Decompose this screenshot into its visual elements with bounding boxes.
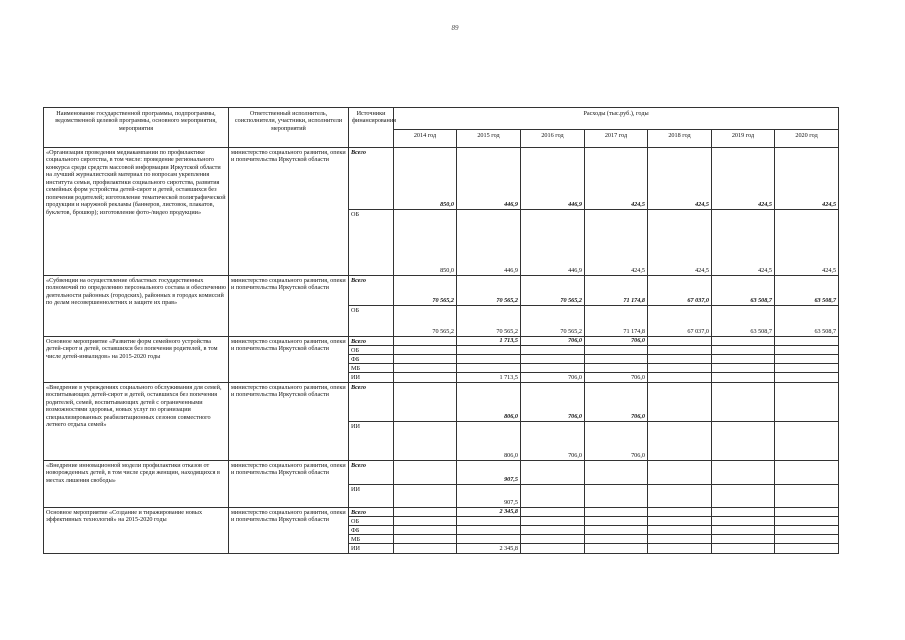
- value: [585, 544, 647, 553]
- source-label: Всего: [349, 337, 393, 346]
- value: [648, 422, 711, 460]
- value: [712, 508, 774, 517]
- value: 446,9: [457, 148, 520, 210]
- value-cell: [585, 337, 648, 383]
- value: [585, 508, 647, 517]
- value-cell: [775, 148, 839, 276]
- value: [394, 544, 456, 553]
- value: 850,0: [394, 148, 456, 210]
- source-label: ФБ: [349, 355, 393, 364]
- value-cell: [521, 508, 585, 554]
- value: 446,9: [521, 148, 584, 210]
- sources-cell: [349, 508, 394, 554]
- value: [712, 461, 774, 485]
- value: [775, 526, 838, 535]
- value-cell: [712, 148, 775, 276]
- value-cell: [775, 461, 839, 508]
- header-year: 2020 год: [775, 130, 839, 148]
- value: [457, 535, 520, 544]
- value: 2 345,8: [499, 544, 518, 552]
- sources-cell: [349, 461, 394, 508]
- value: 424,5: [822, 266, 837, 274]
- value: 70 565,2: [521, 276, 584, 306]
- value: 424,5: [775, 148, 838, 210]
- sources-cell: [349, 276, 394, 337]
- value: [521, 485, 584, 507]
- value: [648, 346, 711, 355]
- value: [521, 364, 584, 373]
- source-label: ОБ: [351, 307, 360, 314]
- value: 446,9: [568, 266, 582, 274]
- value: 1 713,5: [499, 373, 518, 381]
- value: [775, 364, 838, 373]
- value: [712, 422, 774, 460]
- value: 71 174,8: [585, 276, 647, 306]
- value-cell: [648, 383, 712, 461]
- source-label: ИИ: [351, 374, 360, 381]
- value: 424,5: [695, 266, 709, 274]
- value-cell: [457, 461, 521, 508]
- value: [394, 355, 456, 364]
- value-cell: [648, 461, 712, 508]
- value: [521, 544, 584, 553]
- value-cell: [712, 461, 775, 508]
- source-label: ИИ: [351, 423, 360, 430]
- value-cell: [394, 383, 457, 461]
- value: 71 174,8: [623, 327, 645, 335]
- row-name: «Организация проведения медиакампании по профилактике социального сиротства, в том числе: проведение регионального конкурса среди средств массовой информации Иркутской области на лучший журналистский материал по вопросам укрепления института семьи, профилактики социального сиротства, развития семейных форм устройства детей-сирот и детей, оставшихся без попечения родителей; изготовление тематической полиграфической продукции и наружной рекламы (баннеров, листовок, плакатов, буклетов, брошюр); изготовление фото-/видео продукции»: [46, 149, 226, 216]
- row-executor: министерство социального развития, опеки и попечительства Иркутской области: [231, 277, 346, 292]
- value-cell: [394, 337, 457, 383]
- value-cell: [775, 276, 839, 337]
- sources-cell: [349, 383, 394, 461]
- value: [712, 373, 774, 382]
- source-label: ОБ: [349, 517, 393, 526]
- value-cell: [648, 337, 712, 383]
- value: [712, 535, 774, 544]
- value: [585, 355, 647, 364]
- value: 706,0: [585, 337, 647, 346]
- value: [521, 517, 584, 526]
- value-cell: [775, 383, 839, 461]
- header-year: 2014 год: [394, 130, 457, 148]
- value: [775, 544, 838, 553]
- value: 424,5: [758, 266, 772, 274]
- header-year: 2018 год: [648, 130, 712, 148]
- value: [775, 508, 838, 517]
- value-cell: [712, 337, 775, 383]
- value-cell: [648, 276, 712, 337]
- row-executor-cell: [229, 276, 349, 337]
- value-cell: [775, 508, 839, 554]
- value-cell: [585, 461, 648, 508]
- value: [775, 355, 838, 364]
- budget-table: [43, 107, 839, 554]
- value: [394, 526, 456, 535]
- value-cell: [648, 148, 712, 276]
- value: [457, 526, 520, 535]
- header-year: 2017 год: [585, 130, 648, 148]
- value: [775, 383, 838, 422]
- row-name: «Внедрение в учреждениях социального обслуживания для семей, воспитывающих детей-сирот и детей, оставшихся без попечения родителей, семей, воспитывающих детей с ограниченными возможностями здоровья, новых услуг по организации специализированных реабилитационных сезонов совместного летнего отдыха семей»: [46, 384, 222, 429]
- value: 63 508,7: [750, 327, 772, 335]
- value-cell: [648, 508, 712, 554]
- value: [712, 337, 774, 346]
- value: [648, 544, 711, 553]
- value: [775, 337, 838, 346]
- sources-cell: [349, 337, 394, 383]
- value: [648, 535, 711, 544]
- value: 70 565,2: [394, 276, 456, 306]
- value-cell: [457, 148, 521, 276]
- sources-cell: [349, 148, 394, 276]
- value: [775, 422, 838, 460]
- value-cell: [521, 461, 585, 508]
- row-executor: министерство социального развития, опеки и попечительства Иркутской области: [231, 509, 346, 524]
- row-name-cell: [44, 461, 229, 508]
- value: 907,5: [504, 498, 518, 506]
- value-cell: [394, 461, 457, 508]
- row-executor-cell: [229, 461, 349, 508]
- row-executor: министерство социального развития, опеки и попечительства Иркутской области: [231, 384, 346, 399]
- value: [648, 508, 711, 517]
- value-cell: [585, 276, 648, 337]
- header-year: 2019 год: [712, 130, 775, 148]
- value: [394, 461, 456, 485]
- table-row: [44, 337, 839, 383]
- row-name: «Субвенции на осуществление областных государственных полномочий по определению персонального состава и обеспечению деятельности районных (городских), районных в городах комиссий по делам несовершеннолетних и защите их прав»: [46, 277, 226, 307]
- value: 424,5: [631, 266, 645, 274]
- value: [521, 508, 584, 517]
- value: 706,0: [568, 373, 582, 381]
- value-cell: [585, 383, 648, 461]
- row-name: Основное мероприятие «Создание и тиражирование новых эффективных технологий» на 2015-2020 годы: [46, 509, 203, 524]
- value: 424,5: [648, 148, 711, 210]
- value: [394, 535, 456, 544]
- value: [394, 373, 456, 382]
- value: [648, 461, 711, 485]
- value: [712, 544, 774, 553]
- value: 706,0: [585, 383, 647, 422]
- value: 70 565,2: [432, 327, 454, 335]
- value: 424,5: [585, 148, 647, 210]
- value: [712, 526, 774, 535]
- value: 706,0: [631, 373, 645, 381]
- value: [775, 373, 838, 382]
- row-executor: министерство социального развития, опеки и попечительства Иркутской области: [231, 338, 346, 353]
- value: [648, 364, 711, 373]
- value-cell: [521, 276, 585, 337]
- source-label: ОБ: [349, 346, 393, 355]
- header-year: 2015 год: [457, 130, 521, 148]
- source-label: Всего: [349, 148, 393, 210]
- value-cell: [457, 276, 521, 337]
- value-cell: [394, 148, 457, 276]
- value: [394, 346, 456, 355]
- row-executor-cell: [229, 337, 349, 383]
- value: 907,5: [457, 461, 520, 485]
- value: 63 508,7: [814, 327, 837, 335]
- value: [648, 517, 711, 526]
- value: [648, 383, 711, 422]
- value-cell: [394, 508, 457, 554]
- source-label: Всего: [349, 508, 393, 517]
- source-label: ОБ: [351, 211, 360, 218]
- value-cell: [521, 148, 585, 276]
- value-cell: [585, 148, 648, 276]
- value: [585, 364, 647, 373]
- value: [712, 355, 774, 364]
- row-name-cell: [44, 276, 229, 337]
- value: 806,0: [504, 451, 518, 459]
- value: 67 037,0: [648, 276, 711, 306]
- value-cell: [775, 337, 839, 383]
- header-sources: Источники финансирования: [349, 108, 394, 148]
- row-executor-cell: [229, 508, 349, 554]
- value: [585, 526, 647, 535]
- value-cell: [521, 337, 585, 383]
- source-label: ИИ: [351, 486, 360, 493]
- value: 70 565,2: [496, 327, 518, 335]
- value: [457, 364, 520, 373]
- value: [585, 517, 647, 526]
- value: [648, 373, 711, 382]
- value: [648, 355, 711, 364]
- source-label: МБ: [349, 364, 393, 373]
- value: 850,0: [440, 266, 454, 274]
- value-cell: [585, 508, 648, 554]
- table-row: [44, 148, 839, 276]
- value: 424,5: [712, 148, 774, 210]
- row-name: Основное мероприятие «Развитие форм семейного устройства детей-сирот и детей, оставшихся без попечения родителей, в том числе детей-инвалидов» на 2015-2020 годы: [46, 338, 218, 360]
- source-label: ФБ: [349, 526, 393, 535]
- table-row: [44, 508, 839, 554]
- value-cell: [457, 508, 521, 554]
- row-executor-cell: [229, 383, 349, 461]
- value: [775, 346, 838, 355]
- value: [712, 383, 774, 422]
- value: [394, 485, 456, 507]
- source-label: МБ: [349, 535, 393, 544]
- table-row: [44, 383, 839, 461]
- value: [394, 337, 456, 346]
- row-name-cell: [44, 148, 229, 276]
- value: [394, 508, 456, 517]
- source-label: Всего: [349, 461, 393, 485]
- row-executor: министерство социального развития, опеки и попечительства Иркутской области: [231, 149, 346, 164]
- value: 1 713,5: [457, 337, 520, 346]
- value: [648, 485, 711, 507]
- value: 67 037,0: [687, 327, 709, 335]
- header-name: Наименование государственной программы, подпрограммы, ведомственной целевой программы, основного мероприятия, мероприятия: [44, 108, 229, 148]
- value: [775, 461, 838, 485]
- value: [585, 461, 647, 485]
- value: 63 508,7: [712, 276, 774, 306]
- source-label: ИИ: [351, 545, 360, 552]
- value-cell: [712, 383, 775, 461]
- value: [394, 364, 456, 373]
- value: [775, 517, 838, 526]
- value: [585, 535, 647, 544]
- value-cell: [712, 508, 775, 554]
- value: [775, 485, 838, 507]
- value: [394, 422, 456, 460]
- value: [521, 526, 584, 535]
- value: 706,0: [631, 451, 645, 459]
- value: 706,0: [521, 383, 584, 422]
- value: [457, 355, 520, 364]
- value: [394, 383, 456, 422]
- value: 446,9: [504, 266, 518, 274]
- value: [712, 346, 774, 355]
- value-cell: [457, 383, 521, 461]
- value: 63 508,7: [775, 276, 838, 306]
- value: [648, 337, 711, 346]
- header-expenses: Расходы (тыс.руб.), годы: [394, 108, 839, 130]
- row-executor-cell: [229, 148, 349, 276]
- value: [775, 535, 838, 544]
- row-name: «Внедрение инновационной модели профилактики отказов от новорожденных детей, в том числе среди женщин, находящихся в местах лишения свободы»: [46, 462, 220, 484]
- value: [585, 485, 647, 507]
- value-cell: [521, 383, 585, 461]
- value: 806,0: [457, 383, 520, 422]
- source-label: Всего: [349, 383, 393, 422]
- row-name-cell: [44, 337, 229, 383]
- value: [712, 485, 774, 507]
- value: [521, 346, 584, 355]
- value: [712, 364, 774, 373]
- page-number: 89: [451, 24, 459, 32]
- value-cell: [712, 276, 775, 337]
- value-cell: [394, 276, 457, 337]
- value: [585, 346, 647, 355]
- value: [521, 461, 584, 485]
- value-cell: [457, 337, 521, 383]
- table-row: [44, 461, 839, 508]
- value: 70 565,2: [560, 327, 582, 335]
- value: [457, 346, 520, 355]
- value: [521, 535, 584, 544]
- value: 70 565,2: [457, 276, 520, 306]
- row-name-cell: [44, 508, 229, 554]
- row-name-cell: [44, 383, 229, 461]
- value: [712, 517, 774, 526]
- header-year: 2016 год: [521, 130, 585, 148]
- row-executor: министерство социального развития, опеки и попечительства Иркутской области: [231, 462, 346, 477]
- value: [521, 355, 584, 364]
- value: [457, 517, 520, 526]
- source-label: Всего: [349, 276, 393, 306]
- value: 2 345,8: [457, 508, 520, 517]
- table-row: [44, 276, 839, 337]
- value: 706,0: [521, 337, 584, 346]
- value: [648, 526, 711, 535]
- value: 706,0: [568, 451, 582, 459]
- value: [394, 517, 456, 526]
- header-executor: Ответственный исполнитель, соисполнители, участники, исполнители мероприятий: [229, 108, 349, 148]
